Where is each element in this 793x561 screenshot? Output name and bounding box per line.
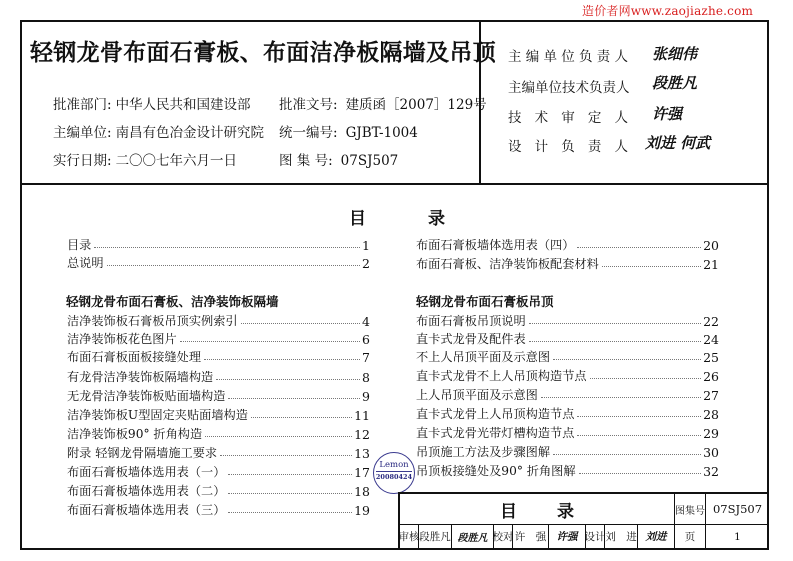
meta-label: 批准文号: (279, 97, 338, 113)
leader-dots (529, 341, 701, 342)
toc-entry-title: 有龙骨洁净装饰板隔墙构造 (67, 370, 214, 384)
review-signature: 段胜凡 (452, 525, 494, 548)
toc-entry-page: 1 (362, 238, 370, 253)
meta-effective-date (53, 149, 237, 169)
signature: 许强 (652, 105, 683, 123)
meta-label: 批准部门: (53, 97, 112, 113)
header-divider (20, 183, 767, 185)
design-signature: 刘进 (638, 525, 675, 548)
design-name: 刘 进 (605, 525, 638, 548)
resp-label: 技术审定人 (508, 110, 628, 126)
title-block (398, 492, 767, 548)
leader-dots (228, 398, 360, 399)
toc-entry-title: 布面石膏板墙体选用表（三） (67, 503, 226, 517)
toc-entry-title: 洁净装饰板花色图片 (67, 332, 177, 346)
leader-dots (553, 454, 701, 455)
resp-chief-tech-head (508, 76, 628, 96)
check-label: 校对 (494, 525, 513, 548)
stamp-divider (376, 471, 412, 472)
leader-dots (204, 359, 360, 360)
meta-label: 主编单位: (53, 125, 112, 141)
toc-entry-page: 21 (703, 257, 719, 272)
meta-approval-no (279, 93, 487, 113)
toc-entry-title: 布面石膏板墙体选用表（四） (416, 238, 575, 252)
toc-section-heading: 轻钢龙骨布面石膏板、洁净装饰板隔墙 (66, 294, 279, 309)
meta-editor-unit (53, 121, 264, 141)
toc-entry-title: 直卡式龙骨上人吊顶构造节点 (416, 407, 575, 421)
toc-entry-page: 11 (354, 408, 370, 423)
toc-entry-title: 布面石膏板墙体选用表（一） (67, 465, 226, 479)
toc-entry[interactable] (416, 423, 719, 441)
leader-dots (529, 323, 701, 324)
resp-design-head (508, 135, 628, 155)
leader-dots (107, 265, 360, 266)
toc-entry-page: 29 (703, 426, 719, 441)
meta-atlas-no (279, 149, 398, 169)
toc-section-heading: 轻钢龙骨布面石膏板吊顶 (416, 294, 554, 309)
toc-entry-title: 吊顶板接缝处及90° 折角图解 (416, 464, 576, 478)
meta-value: 二〇〇七年六月一日 (115, 153, 238, 169)
meta-unified-no (279, 121, 418, 141)
toc-entry[interactable] (416, 461, 719, 479)
toc-entry[interactable] (67, 235, 370, 253)
meta-approval-dept (53, 93, 251, 113)
toc-entry-page: 2 (362, 256, 370, 271)
toc-entry-page: 19 (354, 503, 370, 518)
meta-value: 建质函［2007］129号 (345, 97, 487, 113)
toc-entry-page: 32 (703, 464, 719, 479)
resp-label: 设计负责人 (508, 139, 628, 155)
watermark: 造价者网www.zaojiazhe.com (582, 4, 754, 18)
toc-entry[interactable] (67, 329, 370, 347)
leader-dots (251, 417, 352, 418)
toc-entry-title: 上人吊顶平面及示意图 (416, 388, 538, 402)
leader-dots (541, 397, 701, 398)
leader-dots (577, 435, 701, 436)
leader-dots (602, 266, 701, 267)
leader-dots (579, 473, 702, 474)
toc-entry[interactable] (416, 347, 719, 365)
toc-entry-title: 布面石膏板墙体选用表（二） (67, 484, 226, 498)
review-name: 段胜凡 (419, 525, 452, 548)
meta-value: 中华人民共和国建设部 (115, 97, 251, 113)
toc-entry[interactable] (67, 443, 370, 461)
toc-entry[interactable] (416, 385, 719, 403)
toc-entry-page: 7 (362, 350, 370, 365)
toc-entry[interactable] (67, 347, 370, 365)
toc-entry[interactable] (67, 462, 370, 480)
toc-entry-title: 布面石膏板吊顶说明 (416, 314, 526, 328)
check-signature: 许强 (549, 525, 586, 548)
check-name: 许 强 (513, 525, 549, 548)
toc-entry-page: 28 (703, 407, 719, 422)
toc-entry-title: 布面石膏板面板接缝处理 (67, 350, 202, 364)
leader-dots (241, 323, 360, 324)
meta-label: 统一编号: (279, 125, 338, 141)
review-label: 审核 (400, 525, 419, 548)
meta-value: 07SJ507 (340, 153, 399, 169)
resp-label: 主编单位技术负责人 (508, 80, 630, 96)
stamp-date: 20080424 (375, 473, 413, 481)
lemon-stamp (373, 452, 415, 494)
toc-entry-page: 30 (703, 445, 719, 460)
toc-entry-title: 直卡式龙骨及配件表 (416, 332, 526, 346)
meta-label: 实行日期: (53, 153, 112, 169)
toc-entry-title: 直卡式龙骨光带灯槽构造节点 (416, 426, 575, 440)
design-label: 设计 (586, 525, 605, 548)
toc-entry-page: 13 (354, 446, 370, 461)
toc-entry-page: 6 (362, 332, 370, 347)
toc-entry-page: 24 (703, 332, 719, 347)
toc-entry-page: 17 (354, 465, 370, 480)
meta-label: 图 集 号: (279, 153, 333, 169)
toc-entry[interactable] (416, 442, 719, 460)
atlas-no-value: 07SJ507 (706, 494, 769, 525)
toc-entry-page: 22 (703, 314, 719, 329)
leader-dots (180, 341, 360, 342)
signature: 刘进 何武 (645, 134, 711, 152)
meta-value: GJBT-1004 (345, 125, 418, 141)
resp-tech-reviewer (508, 106, 628, 126)
leader-dots (577, 247, 701, 248)
toc-title-left: 目 (349, 209, 366, 229)
toc-entry-page: 27 (703, 388, 719, 403)
toc-entry-title: 不上人吊顶平面及示意图 (416, 350, 551, 364)
toc-entry-title: 直卡式龙骨不上人吊顶构造节点 (416, 369, 587, 383)
toc-entry-title: 无龙骨洁净装饰板贴面墙构造 (67, 389, 226, 403)
leader-dots (205, 436, 352, 437)
toc-entry-title: 布面石膏板、洁净装饰板配套材料 (416, 257, 599, 271)
toc-entry[interactable] (67, 424, 370, 442)
toc-entry-page: 20 (703, 238, 719, 253)
page-label: 页 (675, 525, 706, 548)
leader-dots (228, 512, 352, 513)
toc-entry-title: 总说明 (67, 256, 104, 270)
toc-entry[interactable] (67, 386, 370, 404)
toc-entry-title: 附录 轻钢龙骨隔墙施工要求 (67, 446, 218, 460)
toc-entry[interactable] (67, 311, 370, 329)
resp-label: 主编单位负责人 (508, 49, 628, 65)
toc-entry-page: 25 (703, 350, 719, 365)
toc-entry[interactable] (67, 500, 370, 518)
atlas-no-label: 图集号 (675, 494, 706, 525)
toc-entry[interactable] (67, 367, 370, 385)
toc-entry[interactable] (416, 329, 719, 347)
toc-title-right: 录 (428, 209, 445, 229)
resp-chief-unit-head (508, 45, 628, 65)
toc-entry[interactable] (416, 366, 719, 384)
leader-dots (94, 247, 360, 248)
meta-value: 南昌有色冶金设计研究院 (115, 125, 265, 141)
toc-entry-page: 26 (703, 369, 719, 384)
leader-dots (228, 493, 352, 494)
toc-entry[interactable] (416, 254, 719, 272)
toc-entry-title: 洁净装饰板U型固定夹贴面墙构造 (67, 408, 248, 422)
leader-dots (220, 455, 352, 456)
toc-entry-title: 洁净装饰板石膏板吊顶实例索引 (67, 314, 238, 328)
toc-entry[interactable] (416, 404, 719, 422)
leader-dots (553, 359, 701, 360)
leader-dots (577, 416, 701, 417)
toc-entry-title: 吊顶施工方法及步骤图解 (416, 445, 551, 459)
signature: 段胜凡 (652, 74, 698, 92)
toc-entry-title: 目录 (67, 238, 92, 252)
toc-entry[interactable] (416, 311, 719, 329)
toc-entry-page: 9 (362, 389, 370, 404)
leader-dots (228, 474, 352, 475)
toc-entry-page: 18 (354, 484, 370, 499)
toc-entry-page: 8 (362, 370, 370, 385)
leader-dots (590, 378, 701, 379)
toc-entry[interactable] (67, 481, 370, 499)
leader-dots (216, 379, 360, 380)
toc-entry-title: 洁净装饰板90° 折角构造 (67, 427, 203, 441)
signature: 张细伟 (652, 45, 698, 63)
stamp-name: Lemon (379, 460, 409, 470)
toc-entry-page: 12 (354, 427, 370, 442)
page-number: 1 (734, 530, 741, 543)
toc-entry-page: 4 (362, 314, 370, 329)
toc-entry[interactable] (67, 405, 370, 423)
toc-entry[interactable] (67, 253, 370, 271)
atlas-title: 轻钢龙骨布面石膏板、布面洁净板隔墙及吊顶 (30, 40, 496, 66)
toc-entry[interactable] (416, 235, 719, 253)
title-block-title: 目录 (400, 494, 675, 525)
